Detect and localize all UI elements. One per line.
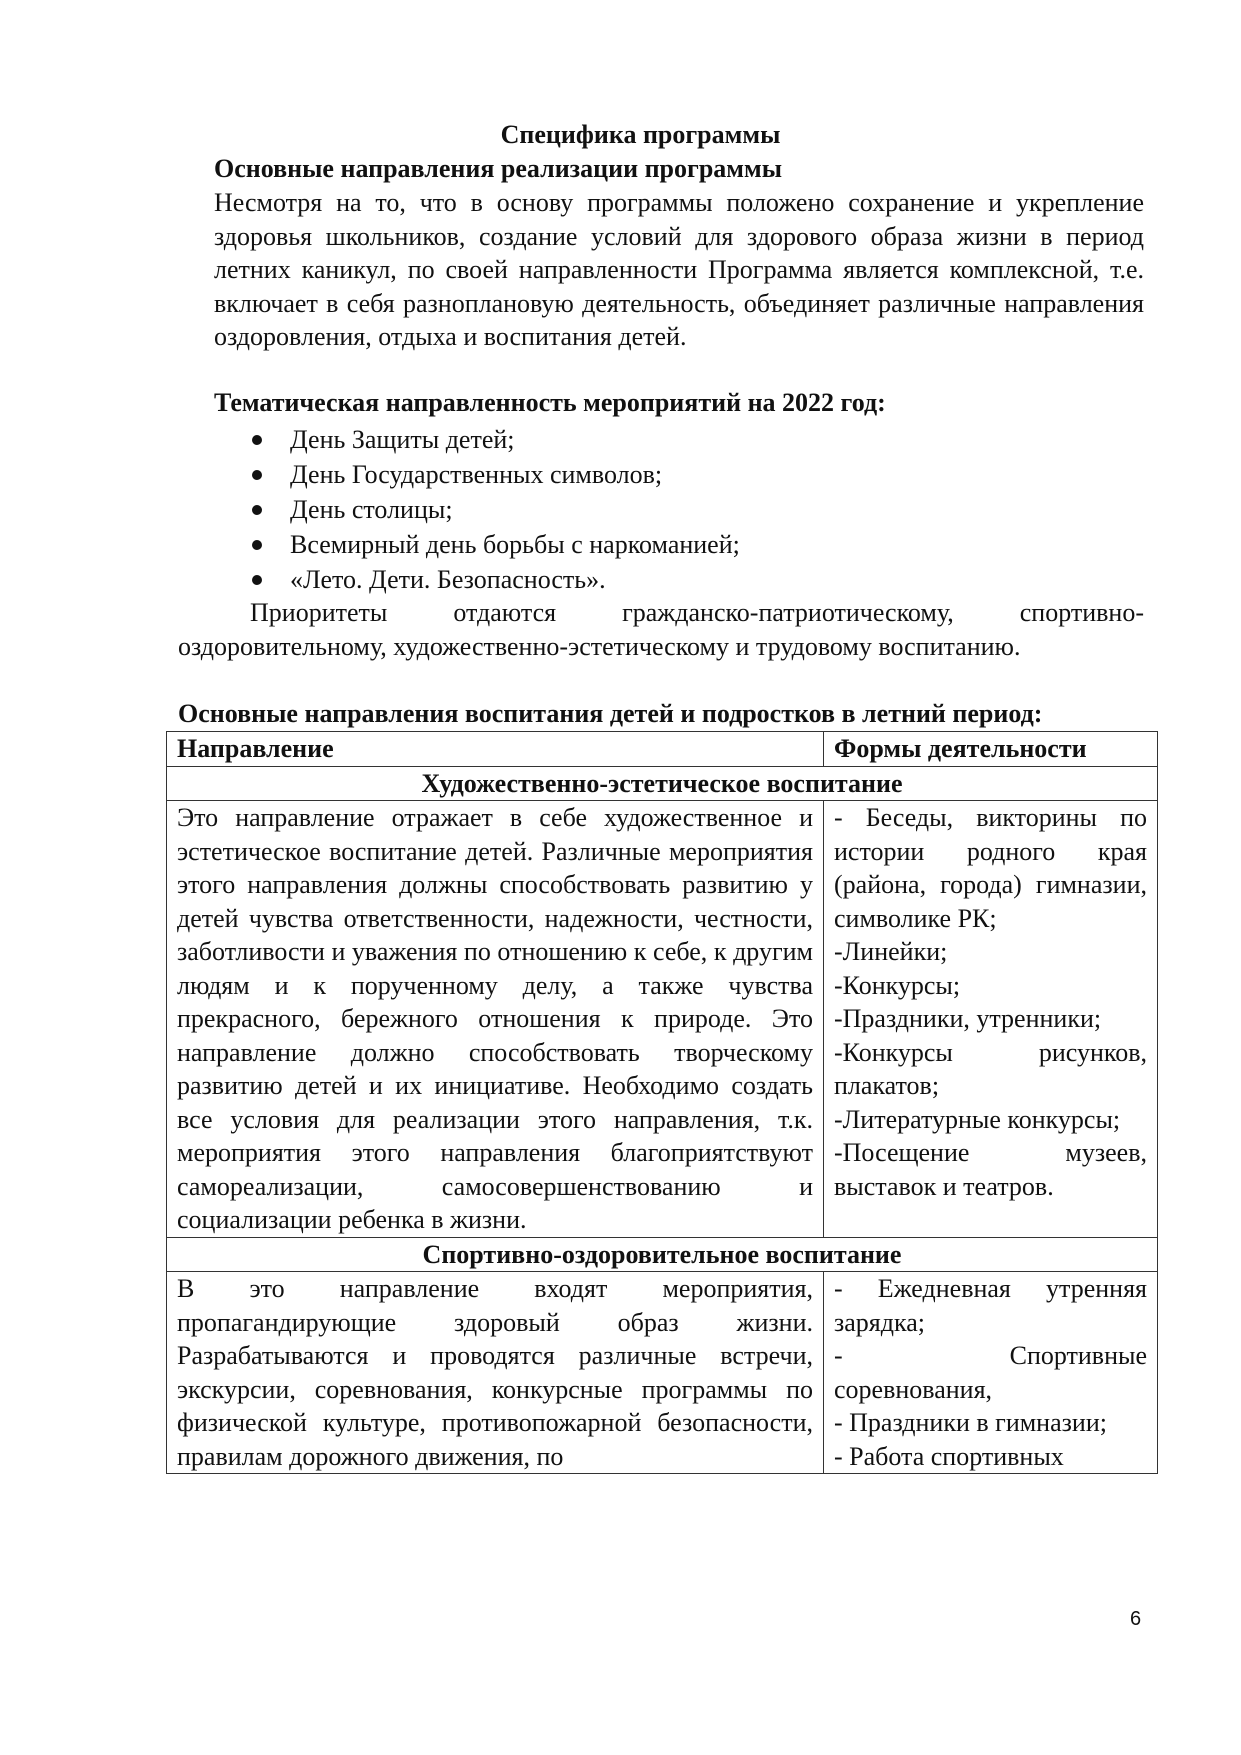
form-item: -Праздники, утренники; [834,1004,1102,1033]
table-header-row [167,732,1158,767]
list-item: День Государственных символов; [252,457,740,492]
forms-cell [824,1272,1158,1474]
header-direction: Направление [167,732,824,767]
header-forms: Формы деятельности [824,732,1158,767]
page-number: 6 [1130,1608,1142,1630]
list-item: «Лето. Дети. Безопасность». [252,562,740,597]
table-row [167,801,1158,1238]
document-title: Специфика программы [500,120,781,149]
section-row [167,766,1158,801]
priorities-paragraph: Приоритеты отдаются гражданско-патриотическому, спортивно-оздоровительному, художественно-эстетическому и трудовому воспитанию. [178,598,1144,661]
section-title-sports: Спортивно-оздоровительное воспитание [167,1237,1158,1272]
description-cell: В это направление входят мероприятия, пропагандирующие здоровый образ жизни. Разрабатываются и проводятся различные встречи, экскурсии, соревнования, конкурсные программы по физической культуре, противопожарной безопасности, правилам дорожного движения, по [167,1272,824,1474]
list-item: Всемирный день борьбы с наркоманией; [252,527,740,562]
section-title-arts: Художественно-эстетическое воспитание [167,766,1158,801]
form-item: -Линейки; [834,937,948,966]
form-item: -Конкурсы; [834,970,961,1000]
form-item: - Праздники в гимназии; [834,1408,1107,1437]
form-item: - Беседы, викторины по истории родного края (района, города) гимназии, символике РК; [834,803,1147,933]
directions-table [166,731,1158,1474]
list-item: День Защиты детей; [252,422,740,457]
themes-list [252,422,740,597]
form-item: -Конкурсы рисунков, плакатов; [834,1037,1147,1100]
forms-cell [824,801,1158,1238]
table-heading: Основные направления воспитания детей и подростков в летний период: [178,699,1043,728]
section-row [167,1237,1158,1272]
intro-paragraph: Несмотря на то, что в основу программы положено сохранение и укрепление здоровья школьников, создание условий для здорового образа жизни в период летних каникул, по своей направленности Программа является комплексной, т.е. включает в себя разноплановую деятельность, объединяет различные направления оздоровления, отдыха и воспитания детей. [214,188,1144,351]
form-item: -Литературные конкурсы; [834,1104,1121,1134]
section-subtitle: Основные направления реализации программы [214,154,783,183]
form-item: - Ежедневная утренняя зарядка; [834,1274,1147,1337]
description-cell: Это направление отражает в себе художественное и эстетическое воспитание детей. Различные мероприятия этого направления должны способствовать развитию у детей чувства ответственности, надежности, честности, заботливости и уважения по отношению к себе, к другим людям и к порученному делу, а также чувства прекрасного, бережного отношения к природе. Это направление должно способствовать творческому развитию детей и их инициативе. Необходимо создать все условия для реализации этого направления, т.к. мероприятия этого направления благоприятствуют самореализации, самосовершенствованию и социализации ребенка в жизни. [167,801,824,1238]
form-item: -Посещение музеев, выставок и театров. [834,1138,1147,1201]
table-row [167,1272,1158,1474]
themes-heading: Тематическая направленность мероприятий на 2022 год: [214,388,886,417]
form-item: - Работа спортивных [834,1441,1064,1471]
list-item: День столицы; [252,492,740,527]
form-item: - Спортивные соревнования, [834,1341,1147,1404]
